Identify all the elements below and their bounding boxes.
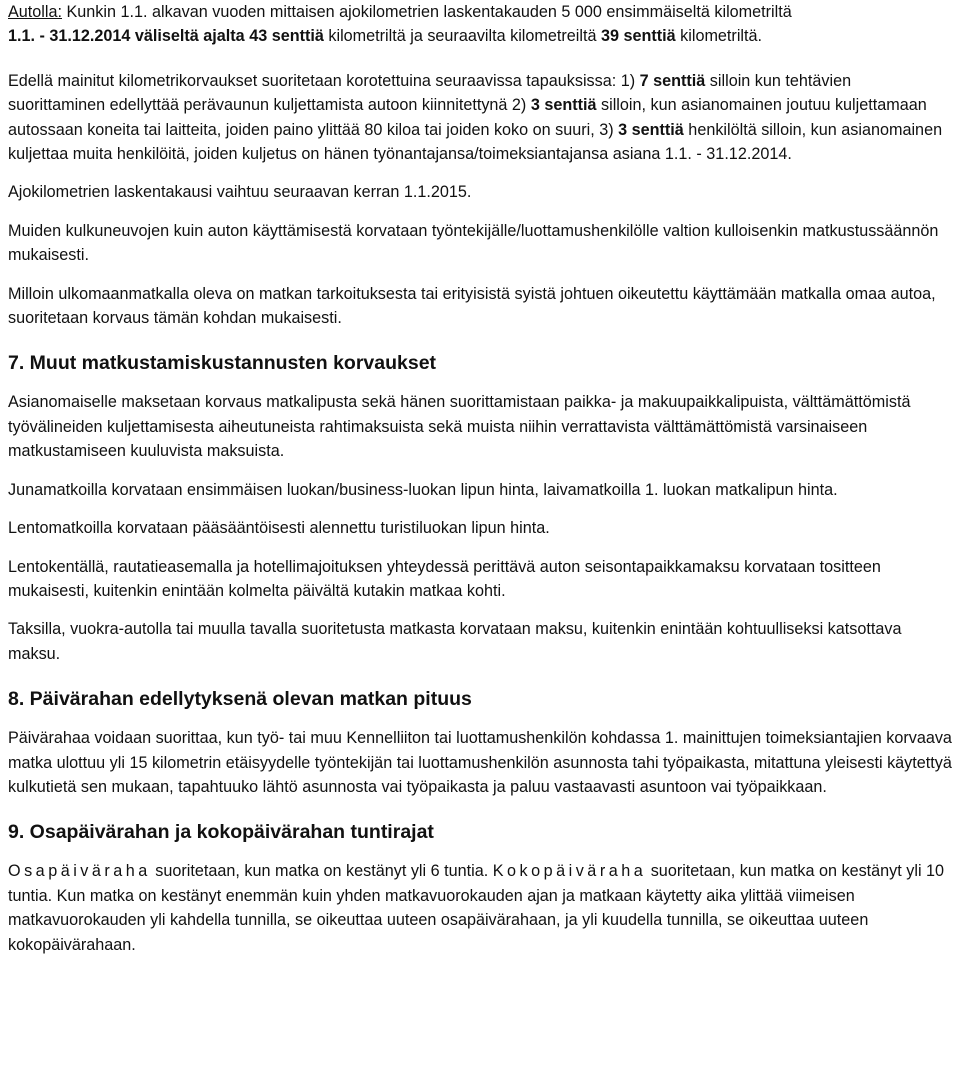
section-7-paragraph-3: Lentomatkoilla korvataan pääsääntöisesti alennettu turistiluokan lipun hinta. xyxy=(8,519,550,538)
full-allowance-text: suoritetaan, kun matka on kestänyt yli 10 tuntia. Kun matka on kestänyt enemmän kuin yhden matkavuorokauden ajan ja matkaan käytetty aika ylittää viimeisen matkavuorokauden yli kahdella tunnilla, se oikeuttaa uuteen osapäivärahaan, ja yli kuudella tunnilla, se oikeuttaa uuteen kokopäivärahaan. xyxy=(8,862,945,954)
car-period-dates: 1.1. - 31.12.2014 väliseltä ajalta xyxy=(8,27,250,46)
increased-rate-3b: 3 senttiä xyxy=(618,120,684,139)
car-text-mid: kilometriltä ja seuraavilta kilometreiltä xyxy=(323,27,601,46)
section-9-heading: 9. Osapäivärahan ja kokopäivärahan tuntirajat xyxy=(8,821,434,844)
car-label: Autolla: xyxy=(8,3,62,21)
partial-allowance-term: Osapäiväraha xyxy=(8,862,151,881)
car-rate-39: 39 senttiä xyxy=(600,27,676,46)
section-7-paragraph-1: Asianomaiselle maksetaan korvaus matkalipusta sekä hänen suorittamistaan paikka- ja makuupaikkalipuista, välttämättömistä työvälineiden kuljettamisesta aiheutuneista rahtimaksuista sekä muista niihin verrattavista välttämättömistä varsinaiseen matkustamiseen kuuluvista maksuista. xyxy=(8,393,911,461)
car-text-end: kilometriltä. xyxy=(675,27,763,46)
increased-text-e: silloin, kun asianomainen joutuu kuljettamaan autossaan koneita tai laitteita, joiden paino ylittää 80 kiloa tai joiden koko on suuri, 3) xyxy=(8,96,927,139)
section-7-paragraph-2: Junamatkoilla korvataan ensimmäisen luokan/business-luokan lipun hinta, laivamatkoilla 1. luokan matkalipun hinta. xyxy=(8,480,838,499)
increased-text-c: silloin kun tehtävien suorittaminen edellyttää perävaunun kuljettamista autoon kiinnitettynä 2) xyxy=(8,71,852,115)
increased-rate-7: 7 senttiä xyxy=(639,71,706,90)
section-8-heading: 8. Päivärahan edellytyksenä olevan matkan pituus xyxy=(8,688,472,711)
car-text-line1: Kunkin 1.1. alkavan vuoden mittaisen ajokilometrien laskentakauden 5 000 ensimmäiseltä kilometriltä xyxy=(62,3,792,21)
section-7-paragraph-4: Lentokentällä, rautatieasemalla ja hotellimajoituksen yhteydessä perittävä auton seisontapaikkamaksu korvataan tositteen mukaisesti, kuitenkin enintään kolmelta päivältä kutakin matkaa kohti. xyxy=(8,557,881,600)
car-rate-43: 43 senttiä xyxy=(249,27,324,46)
section-7-paragraph-5: Taksilla, vuokra-autolla tai muulla tavalla suoritetusta matkasta korvataan maksu, kuitenkin enintään kohtuulliseksi katsottava maksu. xyxy=(8,620,902,663)
section-8-paragraph-1: Päivärahaa voidaan suorittaa, kun työ- tai muu Kennelliiton tai luottamushenkilön kohdassa 1. mainittujen toimeksiantajien korvaava matka ulottuu yli 15 kilometrin etäisyydelle työntekijän tai luottamushenkilön asunnosta tahi työpaikasta, mitattuna yleisesti käytettyä kulkutietä sen mukaan, tapahtuuko lähtö asunnosta vai työpaikasta ja paluu vastaavasti asuntoon vai työpaikkaan. xyxy=(8,729,952,796)
period-change-paragraph: Ajokilometrien laskentakausi vaihtuu seuraavan kerran 1.1.2015. xyxy=(8,183,472,202)
section-7-heading: 7. Muut matkustamiskustannusten korvaukset xyxy=(8,352,437,375)
other-vehicles-paragraph: Muiden kulkuneuvojen kuin auton käyttämisestä korvataan työntekijälle/luottamushenkilölle valtion kulloisenkin matkustussäännön mukaisesti. xyxy=(8,221,939,265)
increased-text-a: Edellä mainitut kilometrikorvaukset suoritetaan korotettuina seuraavissa tapauksissa: 1) xyxy=(8,71,640,90)
full-allowance-term: Kokopäiväraha xyxy=(492,862,647,881)
increased-compensation-paragraph xyxy=(8,69,952,167)
increased-rate-3a: 3 senttiä xyxy=(530,96,597,115)
increased-text-g: henkilöltä silloin, kun asianomainen kuljettaa muita henkilöitä, joiden kuljetus on hänen työnantajansa/toimeksiantajansa asiana 1.1. - 31.12.2014. xyxy=(8,120,943,164)
foreign-travel-paragraph: Milloin ulkomaanmatkalla oleva on matkan tarkoituksesta tai erityisistä syistä johtuen oikeutettu käyttämään matkalla omaa autoa, suoritetaan korvaus tämän kohdan mukaisesti. xyxy=(8,284,936,328)
partial-allowance-text: suoritetaan, kun matka on kestänyt yli 6 tuntia. xyxy=(150,862,493,881)
section-9-paragraph-1 xyxy=(8,859,952,957)
car-compensation-paragraph xyxy=(8,0,952,49)
